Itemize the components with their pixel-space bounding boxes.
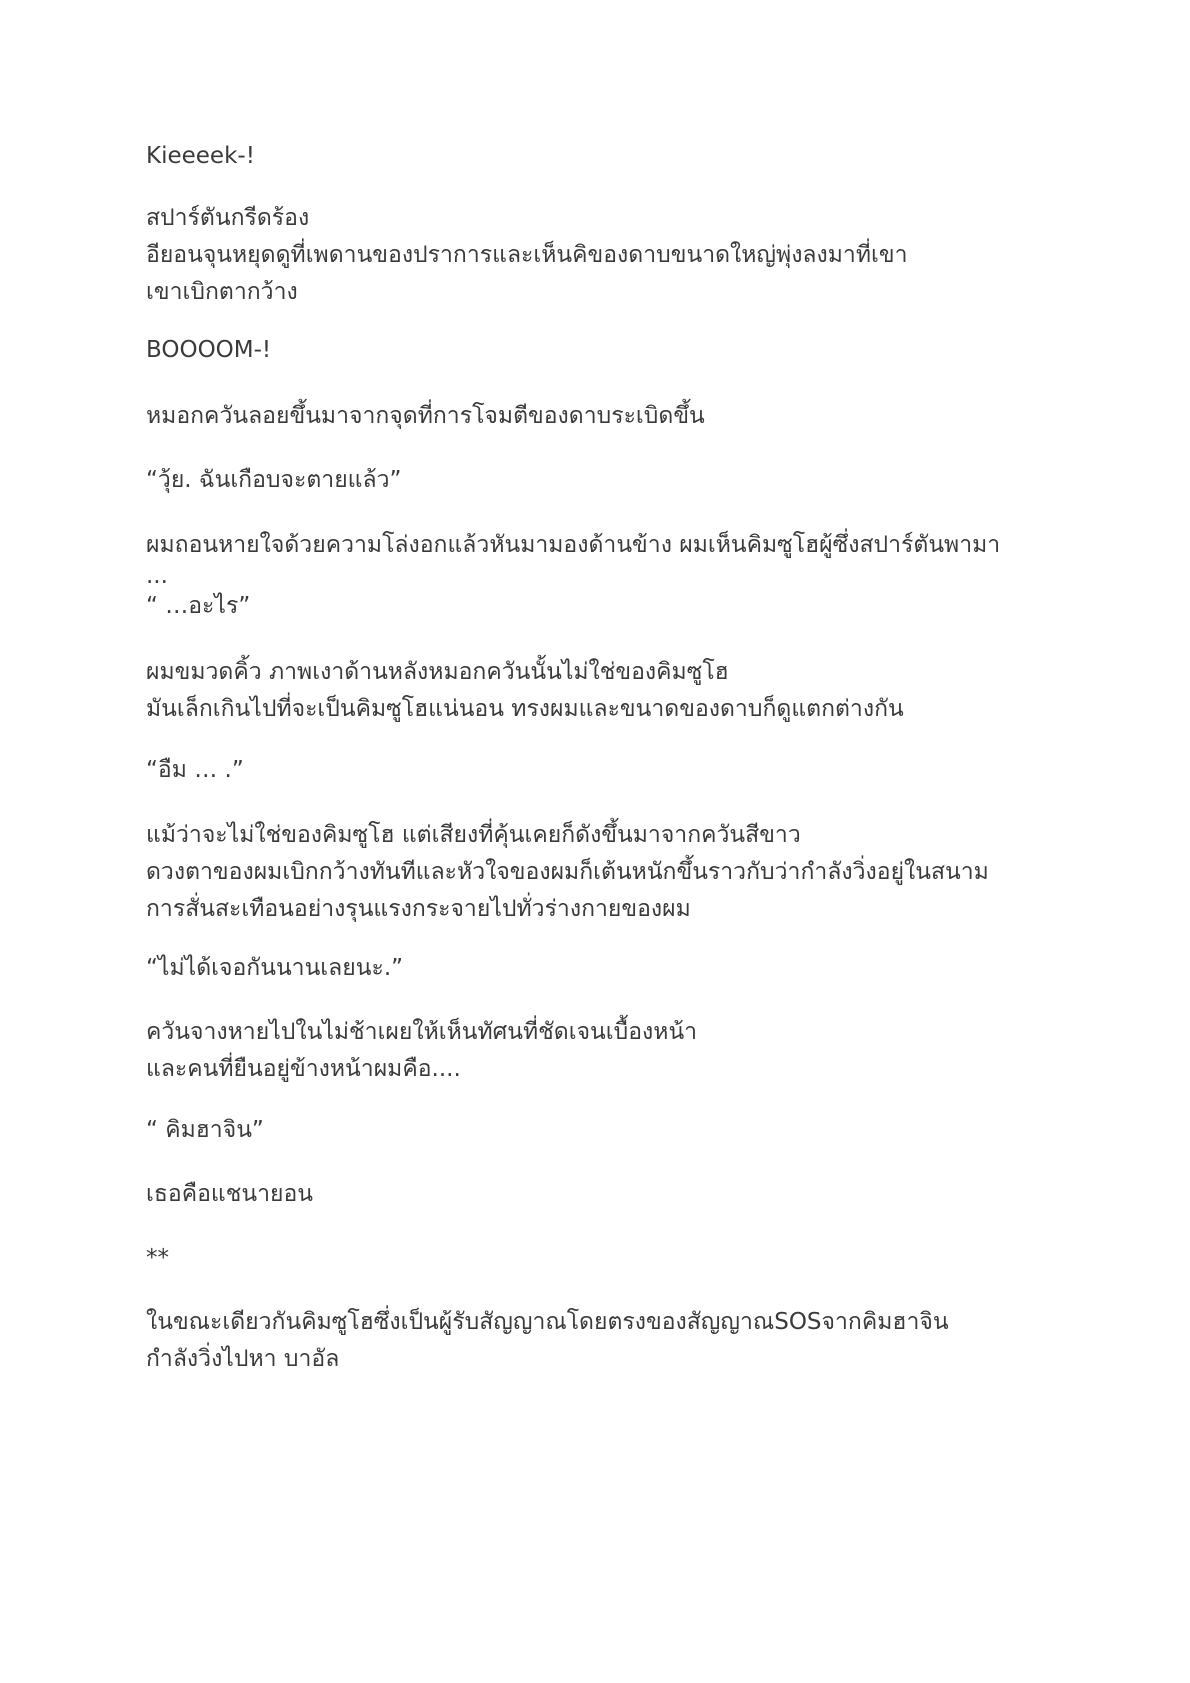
paragraph bbox=[146, 1014, 1066, 1088]
paragraph bbox=[146, 752, 1066, 789]
paragraph-line: การสั่นสะเทือนอย่างรุนแรงกระจายไปทั่วร่างกายของผม bbox=[146, 896, 691, 922]
paragraph bbox=[146, 950, 1066, 987]
paragraph-line: แม้ว่าจะไม่ใช่ของคิมซูโฮ แต่เสียงที่คุ้นเคยก็ดังขึ้นมาจากควันสีขาว bbox=[146, 822, 801, 848]
paragraph-line: มันเล็กเกินไปที่จะเป็นคิมซูโฮแน่นอน ทรงผมและขนาดของดาบก็ดูแตกต่างกัน bbox=[146, 696, 904, 722]
paragraph-line: “ …อะไร” bbox=[146, 593, 251, 619]
paragraph-line: สปาร์ตันกรีดร้อง bbox=[146, 205, 310, 231]
paragraph-line: “ คิมฮาจิน” bbox=[146, 1117, 264, 1143]
paragraph bbox=[146, 817, 1066, 928]
paragraph-line: ** bbox=[146, 1245, 169, 1271]
section-break bbox=[146, 1240, 1066, 1277]
paragraph-line: ผมถอนหายใจด้วยความโล่งอกแล้วหันมามองด้านข้าง ผมเห็นคิมซูโฮผู้ซึ่งสปาร์ตันพามา bbox=[146, 532, 1001, 558]
paragraph-line: ... bbox=[146, 563, 168, 589]
paragraph bbox=[146, 654, 1066, 728]
paragraph-line: เธอคือแชนายอน bbox=[146, 1181, 313, 1207]
paragraph-line: “วุ้ย. ฉันเกือบจะตายแล้ว” bbox=[146, 467, 402, 493]
paragraph bbox=[146, 462, 1066, 499]
paragraph-line: “ไม่ได้เจอกันนานเลยนะ.” bbox=[146, 955, 404, 981]
paragraph bbox=[146, 1112, 1066, 1149]
paragraph-line: หมอกควันลอยขึ้นมาจากจุดที่การโจมตีของดาบระเบิดขึ้น bbox=[146, 403, 705, 429]
paragraph bbox=[146, 1304, 1066, 1378]
paragraph bbox=[146, 138, 1066, 175]
paragraph-line: ควันจางหายไปในไม่ช้าเผยให้เห็นทัศนที่ชัดเจนเบื้องหน้า bbox=[146, 1019, 698, 1045]
paragraph-line: Kieeeek-! bbox=[146, 143, 255, 169]
paragraph-line: เขาเบิกตากว้าง bbox=[146, 279, 298, 305]
paragraph-line: ในขณะเดียวกันคิมซูโฮซึ่งเป็นผู้รับสัญญาณโดยตรงของสัญญาณSOSจากคิมฮาจิน bbox=[146, 1309, 949, 1335]
paragraph bbox=[146, 200, 1066, 311]
paragraph-line: BOOOOM-! bbox=[146, 337, 272, 363]
paragraph-line: กำลังวิ่งไปหา บาอัล bbox=[146, 1346, 340, 1372]
paragraph-line: และคนที่ยืนอยู่ข้างหน้าผมคือ.... bbox=[146, 1056, 461, 1082]
paragraph-line: “อืม … .” bbox=[146, 757, 244, 783]
paragraph bbox=[146, 332, 1066, 369]
paragraph bbox=[146, 1176, 1066, 1213]
paragraph-line: ดวงตาของผมเบิกกว้างทันทีและหัวใจของผมก็เต้นหนักขึ้นราวกับว่ากำลังวิ่งอยู่ในสนาม bbox=[146, 859, 989, 885]
paragraph bbox=[146, 527, 1066, 625]
paragraph-line: อียอนจุนหยุดดูที่เพดานของปราการและเห็นคิของดาบขนาดใหญ่พุ่งลงมาที่เขา bbox=[146, 242, 908, 268]
paragraph-line: ผมขมวดคิ้ว ภาพเงาด้านหลังหมอกควันนั้นไม่ใช่ของคิมซูโฮ bbox=[146, 659, 729, 685]
paragraph bbox=[146, 398, 1066, 435]
